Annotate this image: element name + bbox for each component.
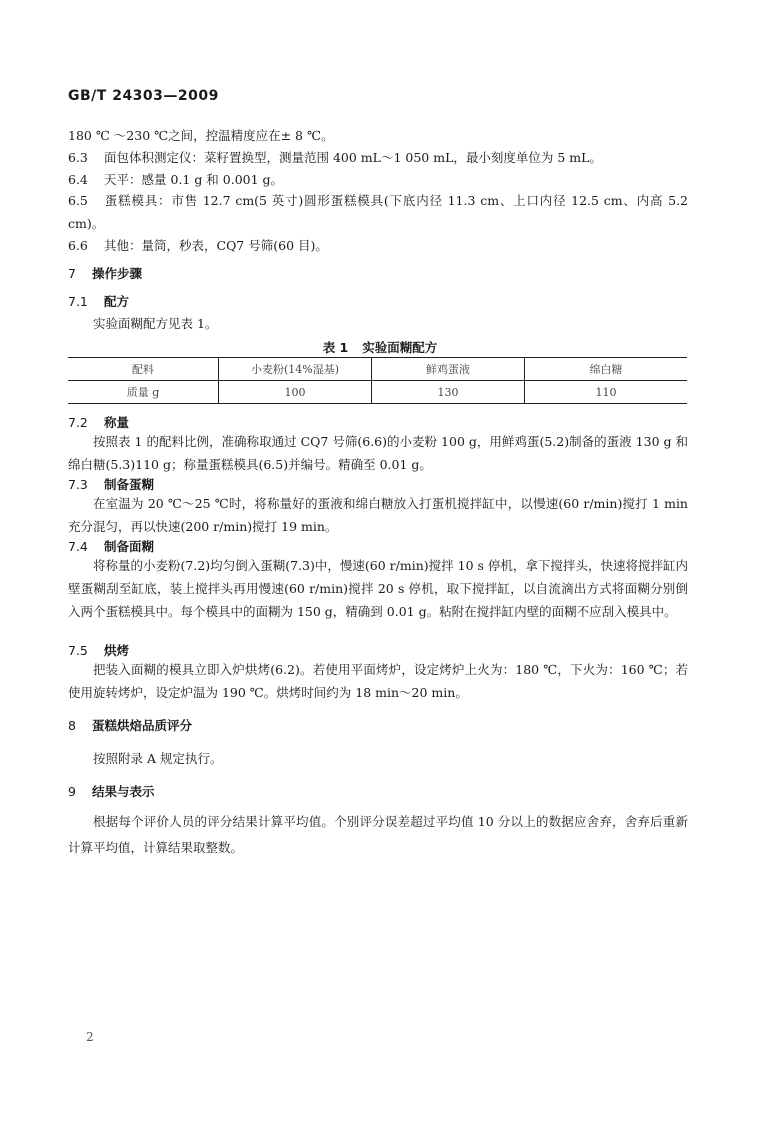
subsection-heading-7-4: 7.4 制备面糊: [68, 539, 155, 554]
paragraph-temperature-range: 180 ℃ ～230 ℃之间，控温精度应在± 8 ℃。: [68, 128, 334, 143]
table-header-cell: 鲜鸡蛋液: [372, 358, 525, 381]
paragraph-7-2: 按照表 1 的配料比例，准确称取通过 CQ7 号筛(6.6)的小麦粉 100 g，用鲜鸡蛋(5.2)制备的蛋液 130 g 和绵白糖(5.3)110 g；称量蛋糕模具(6.5)并编号。精确至 0.01 g。: [68, 434, 688, 472]
paragraph-7-3: 在室温为 20 ℃～25 ℃时，将称量好的蛋液和绵白糖放入打蛋机搅拌缸中，以慢速(60 r/min)搅打 1 min 充分混匀，再以快速(200 r/min)搅打 19 min。: [68, 496, 688, 534]
item-6-6: [68, 233, 688, 259]
item-text: 天平：感量 0.1 g 和 0.001 g。: [104, 172, 284, 187]
table-cell: 110: [525, 381, 688, 404]
subsection-heading-7-2: 7.2 称量: [68, 415, 130, 430]
item-number: 6.6: [68, 238, 88, 253]
item-number: 6.4: [68, 172, 88, 187]
paragraph-8: 按照附录 A 规定执行。: [93, 751, 223, 766]
paragraph-9: 根据每个评价人员的评分结果计算平均值。个别评分误差超过平均值 10 分以上的数据应舍弃，舍弃后重新计算平均值，计算结果取整数。: [68, 814, 688, 855]
table-header-cell: 配料: [68, 358, 219, 381]
table-row: [68, 381, 687, 404]
subsection-heading-7-5: 7.5 烘烤: [68, 643, 130, 658]
standard-id: GB/T 24303—2009: [68, 88, 219, 104]
item-number: 6.3: [68, 150, 88, 165]
subsection-heading-7-1: 7.1 配方: [68, 294, 130, 309]
item-number: 6.5: [68, 193, 88, 208]
table-cell: 质量 g: [126, 386, 160, 399]
recipe-table: [68, 357, 687, 404]
page-number: 2: [86, 1030, 94, 1044]
section-heading-9: 9 结果与表示: [68, 784, 155, 799]
item-text: 面包体积测定仪：菜籽置换型，测量范围 400 mL～1 050 mL，最小刻度单位为 5 mL。: [104, 150, 602, 165]
subsection-heading-7-3: 7.3 制备蛋糊: [68, 477, 155, 492]
table-cell: 100: [219, 381, 372, 404]
paragraph-7-4: 将称量的小麦粉(7.2)均匀倒入蛋糊(7.3)中，慢速(60 r/min)搅拌 10 s 停机，拿下搅拌头，快速将搅拌缸内壁蛋糊刮至缸底，装上搅拌头再用慢速(60 r/min)搅拌 20 s 停机，取下搅拌缸，以自流滴出方式将面糊分别倒入两个蛋糕模具中。每个模具中的面糊为 150 g，精确到 0.01 g。粘附在搅拌缸内壁的面糊不应刮入模具中。: [68, 558, 688, 619]
paragraph-7-5: 把装入面糊的模具立即入炉烘烤(6.2)。若使用平面烤炉，设定烤炉上火为：180 ℃，下火为：160 ℃；若使用旋转烤炉，设定炉温为 190 ℃。烘烤时间约为 18 min～20 min。: [68, 662, 688, 700]
section-heading-8: 8 蛋糕烘焙品质评分: [68, 718, 193, 733]
item-6-5: [68, 189, 688, 235]
table-caption: 表 1 实验面糊配方: [322, 340, 438, 355]
table-header-cell: 小麦粉(14%湿基): [219, 358, 372, 381]
paragraph-7-1: 实验面糊配方见表 1。: [93, 316, 218, 331]
item-text: 蛋糕模具：市售 12.7 cm(5 英寸)圆形蛋糕模具(下底内径 11.3 cm、上口内径 12.5 cm、内高 5.2 cm)。: [68, 193, 688, 231]
section-heading-7: 7 操作步骤: [68, 266, 143, 281]
table-cell: 130: [372, 381, 525, 404]
item-text: 其他：量筒，秒表，CQ7 号筛(60 目)。: [104, 238, 328, 253]
table-header-cell: 绵白糖: [525, 358, 688, 381]
table-header-row: [68, 358, 687, 381]
